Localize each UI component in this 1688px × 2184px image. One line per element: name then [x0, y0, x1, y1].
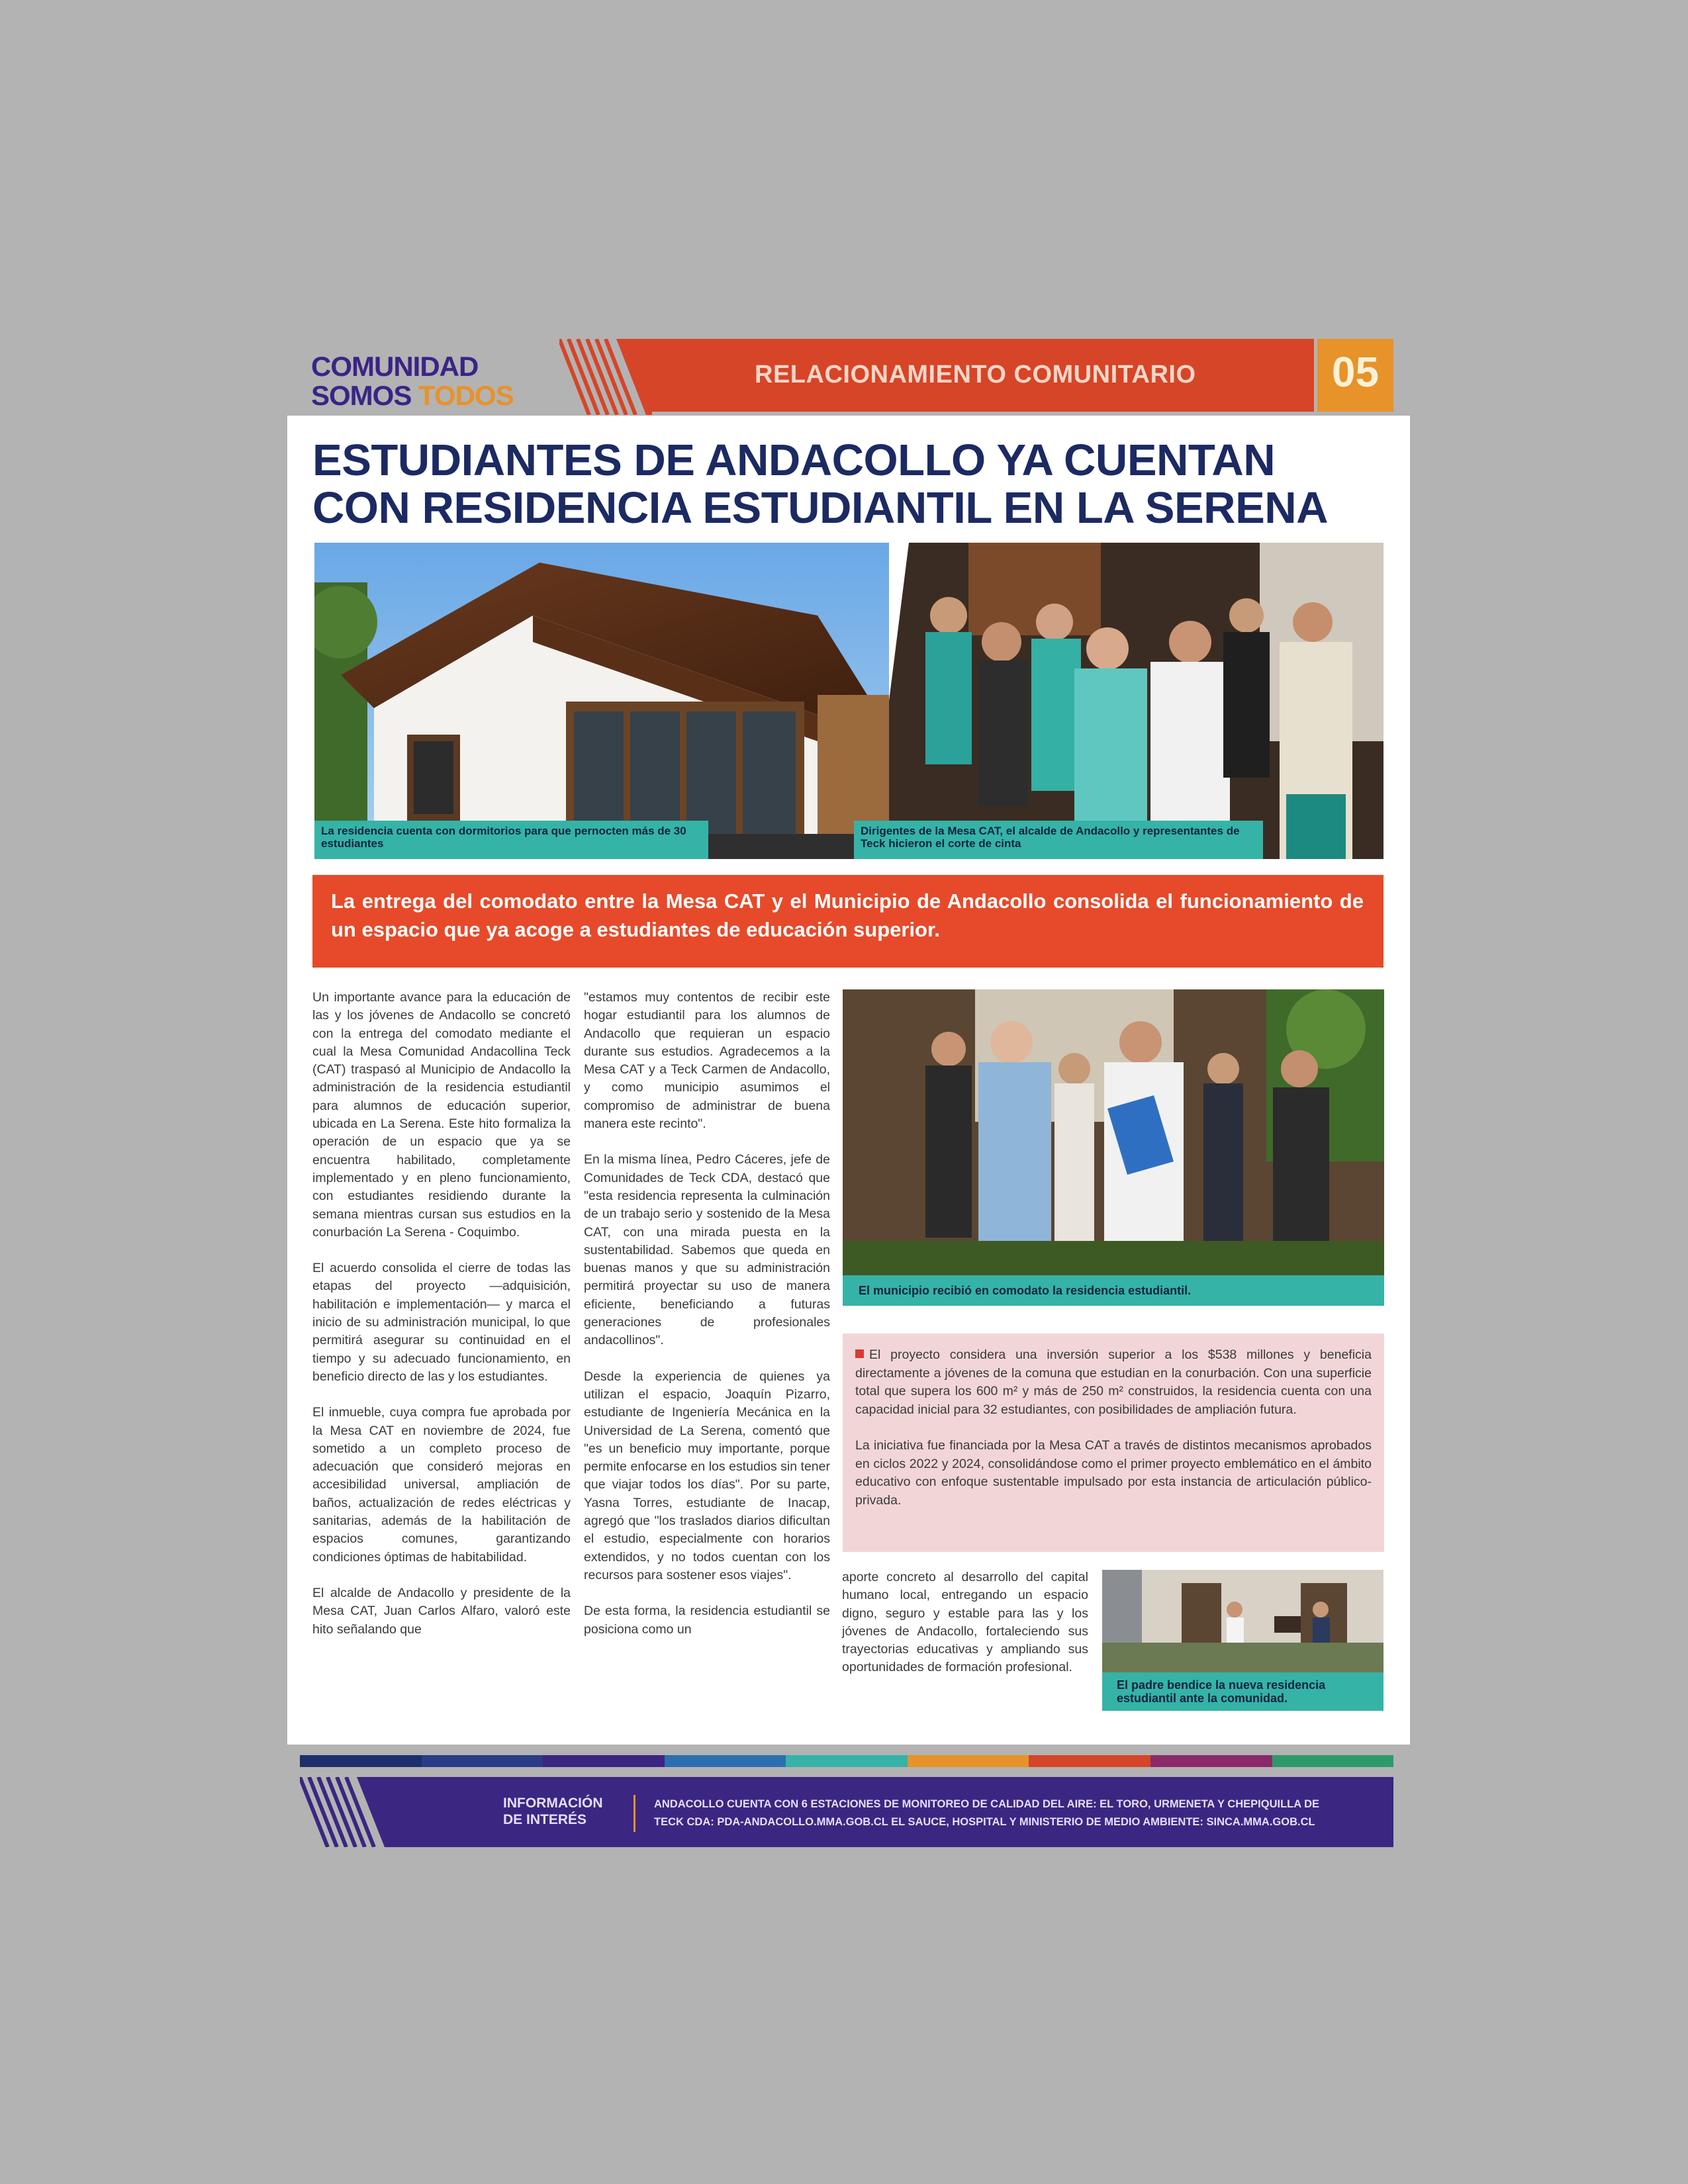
- brand-line2-a: SOMOS: [311, 380, 419, 411]
- footer-info-text: [654, 1796, 1356, 1831]
- section-title: RELACIONAMIENTO COMUNITARIO: [755, 361, 1196, 388]
- color-strip-segment: [1150, 1755, 1272, 1767]
- color-strip-segment: [665, 1755, 786, 1767]
- handshake-photo-caption: El municipio recibió en comodato la residencia estudiantil.: [843, 1275, 1384, 1306]
- paragraph: El acuerdo consolida el cierre de todas las etapas del proyecto —adquisición, habilitación e implementación— y marca el inicio de su administración municipal, lo que permitirá asegurar su continuidad en el tiempo y su adecuado funcionamiento, en beneficio directo de las y los estudiantes.: [312, 1261, 571, 1384]
- footer-label-line1: INFORMACIÓN: [503, 1796, 603, 1811]
- diagonal-stripes-decoration: [559, 339, 652, 415]
- brand-logo: [311, 352, 563, 410]
- handshake-photo: [843, 989, 1384, 1275]
- footer-color-strip: [300, 1755, 1393, 1767]
- footer-label: [503, 1795, 635, 1828]
- color-strip-segment: [786, 1755, 908, 1767]
- info-paragraph-1: El proyecto considera una inversión superior a los $538 millones y beneficia directamente a jóvenes de la comuna que estudian en la conurbación. Con una superficie total que supera los 600 m² y más de 250 m² construidos, la residencia cuenta con una capacidad inicial para 32 estudiantes, con posibilidades de ampliación futura.: [855, 1347, 1372, 1417]
- color-strip-segment: [1029, 1755, 1150, 1767]
- page-number: 05: [1331, 348, 1380, 396]
- footer-text-line2: TECK CDA: PDA-ANDACOLLO.MMA.GOB.CL EL SAUCE, HOSPITAL Y MINISTERIO DE MEDIO AMBIENTE: SINCA.MMA.GOB.CL: [654, 1816, 1315, 1828]
- color-strip-segment: [1272, 1755, 1394, 1767]
- color-strip-segment: [908, 1755, 1029, 1767]
- article-column-2: [584, 989, 830, 1657]
- article-column-1: [312, 989, 571, 1657]
- group-photo-caption: Dirigentes de la Mesa CAT, el alcalde de Andacollo y representantes de Teck hicieron el corte de cinta: [854, 821, 1263, 859]
- footer-label-line2: DE INTERÉS: [503, 1812, 587, 1827]
- ribbon-cutting-group-photo: [889, 543, 1383, 859]
- info-box-text: [855, 1346, 1372, 1527]
- footer-separator: [633, 1795, 635, 1832]
- paragraph: En la misma línea, Pedro Cáceres, jefe de Comunidades de Teck CDA, destacó que "esta residencia representa la culminación de un trabajo serio y sostenido de la Mesa CAT, con una mirada puesta en la sustentabilidad. Sabemos que queda en buenas manos y que su administración permitirá proyectar su uso de manera eficiente, beneficiando a futuras generaciones de profesionales andacollinos".: [584, 1152, 830, 1348]
- color-strip-segment: [543, 1755, 665, 1767]
- paragraph: "estamos muy contentos de recibir este hogar estudiantil para los alumnos de Andacollo que requieran un espacio durante sus estudios. Agradecemos a la Mesa CAT y a Teck Carmen de Andacollo, y como municipio asumimos el compromiso de administrar de buena manera este recinto".: [584, 990, 830, 1132]
- color-strip-segment: [300, 1755, 422, 1767]
- blessing-photo: [1102, 1570, 1383, 1672]
- brand-line2-b: TODOS: [418, 380, 514, 411]
- lead-text: La entrega del comodato entre la Mesa CAT y el Municipio de Andacollo consolida el funcionamiento de un espacio que ya acoge a estudiantes de educación superior.: [331, 889, 1364, 941]
- paragraph: El inmueble, cuya compra fue aprobada por la Mesa CAT en noviembre de 2024, fue sometido a un completo proceso de adecuación que consideró mejoras en accesibilidad universal, ampliación de baños, actualización de redes eléctricas y sanitarias, además de la habilitación de espacios comunes, garantizando condiciones óptimas de habitabilidad.: [312, 1405, 571, 1565]
- article-column-3: [842, 1569, 1088, 1695]
- footer-text-line1: ANDACOLLO CUENTA CON 6 ESTACIONES DE MONITOREO DE CALIDAD DEL AIRE: EL TORO, URMENETA Y CHEPIQUILLA DE: [654, 1798, 1320, 1810]
- headline-line2: CON RESIDENCIA ESTUDIANTIL EN LA SERENA: [312, 483, 1329, 533]
- residence-house-photo: [314, 543, 898, 859]
- paragraph: De esta forma, la residencia estudiantil se posiciona como un: [584, 1604, 830, 1637]
- color-strip-segment: [422, 1755, 543, 1767]
- paragraph: Un importante avance para la educación de las y los jóvenes de Andacollo se concretó con la entrega del comodato mediante el cual la Mesa Comunidad Andacollina Teck (CAT) traspasó al Municipio de Andacollo la administración de la residencia estudiantil para alumnos de educación superior, ubicada en La Serena. Este hito formaliza la operación de un espacio que ya se encuentra habilitado, completamente implementado y en pleno funcionamiento, con estudiantes residiendo durante la semana mientras cursan sus estudios en la conurbación La Serena - Coquimbo.: [312, 990, 571, 1240]
- brand-line1: COMUNIDAD: [311, 351, 479, 382]
- house-photo-caption: La residencia cuenta con dormitorios para que pernocten más de 30 estudiantes: [314, 821, 708, 859]
- square-bullet-icon: [855, 1349, 864, 1358]
- blessing-photo-caption: El padre bendice la nueva residencia estudiantil ante la comunidad.: [1102, 1672, 1383, 1711]
- paragraph: El alcalde de Andacollo y presidente de la Mesa CAT, Juan Carlos Alfaro, valoró este hito señalando que: [312, 1585, 571, 1637]
- footer-diagonal-stripes-decoration: [300, 1777, 386, 1847]
- paragraph: aporte concreto al desarrollo del capital humano local, entregando un espacio digno, seguro y estable para las y los jóvenes de Andacollo, fortaleciendo sus trayectorias educativas y ampliando sus oportunidades de formación profesional.: [842, 1570, 1088, 1675]
- paragraph: Desde la experiencia de quienes ya utilizan el espacio, Joaquín Pizarro, estudiante de Ingeniería Mecánica en la Universidad de La Serena, comentó que "es un beneficio muy importante, porque permite enfocarse en los estudios sin tener que viajar todos los días". Por su parte, Yasna Torres, estudiante de Inacap, agregó que "los traslados diarios dificultan el estudio, especialmente con horarios extendidos, y no todos cuentan con los recursos para sostener esos viajes".: [584, 1369, 830, 1582]
- info-paragraph-2: La iniciativa fue financiada por la Mesa CAT a través de distintos mecanismos aprobados en ciclos 2022 y 2024, consolidándose como el primer proyecto emblemático en el ámbito educativo con enfoque sustentable impulsado por esta instancia de articulación público-privada.: [855, 1438, 1372, 1508]
- headline-line1: ESTUDIANTES DE ANDACOLLO YA CUENTAN: [312, 435, 1276, 485]
- article-headline: [312, 437, 1385, 532]
